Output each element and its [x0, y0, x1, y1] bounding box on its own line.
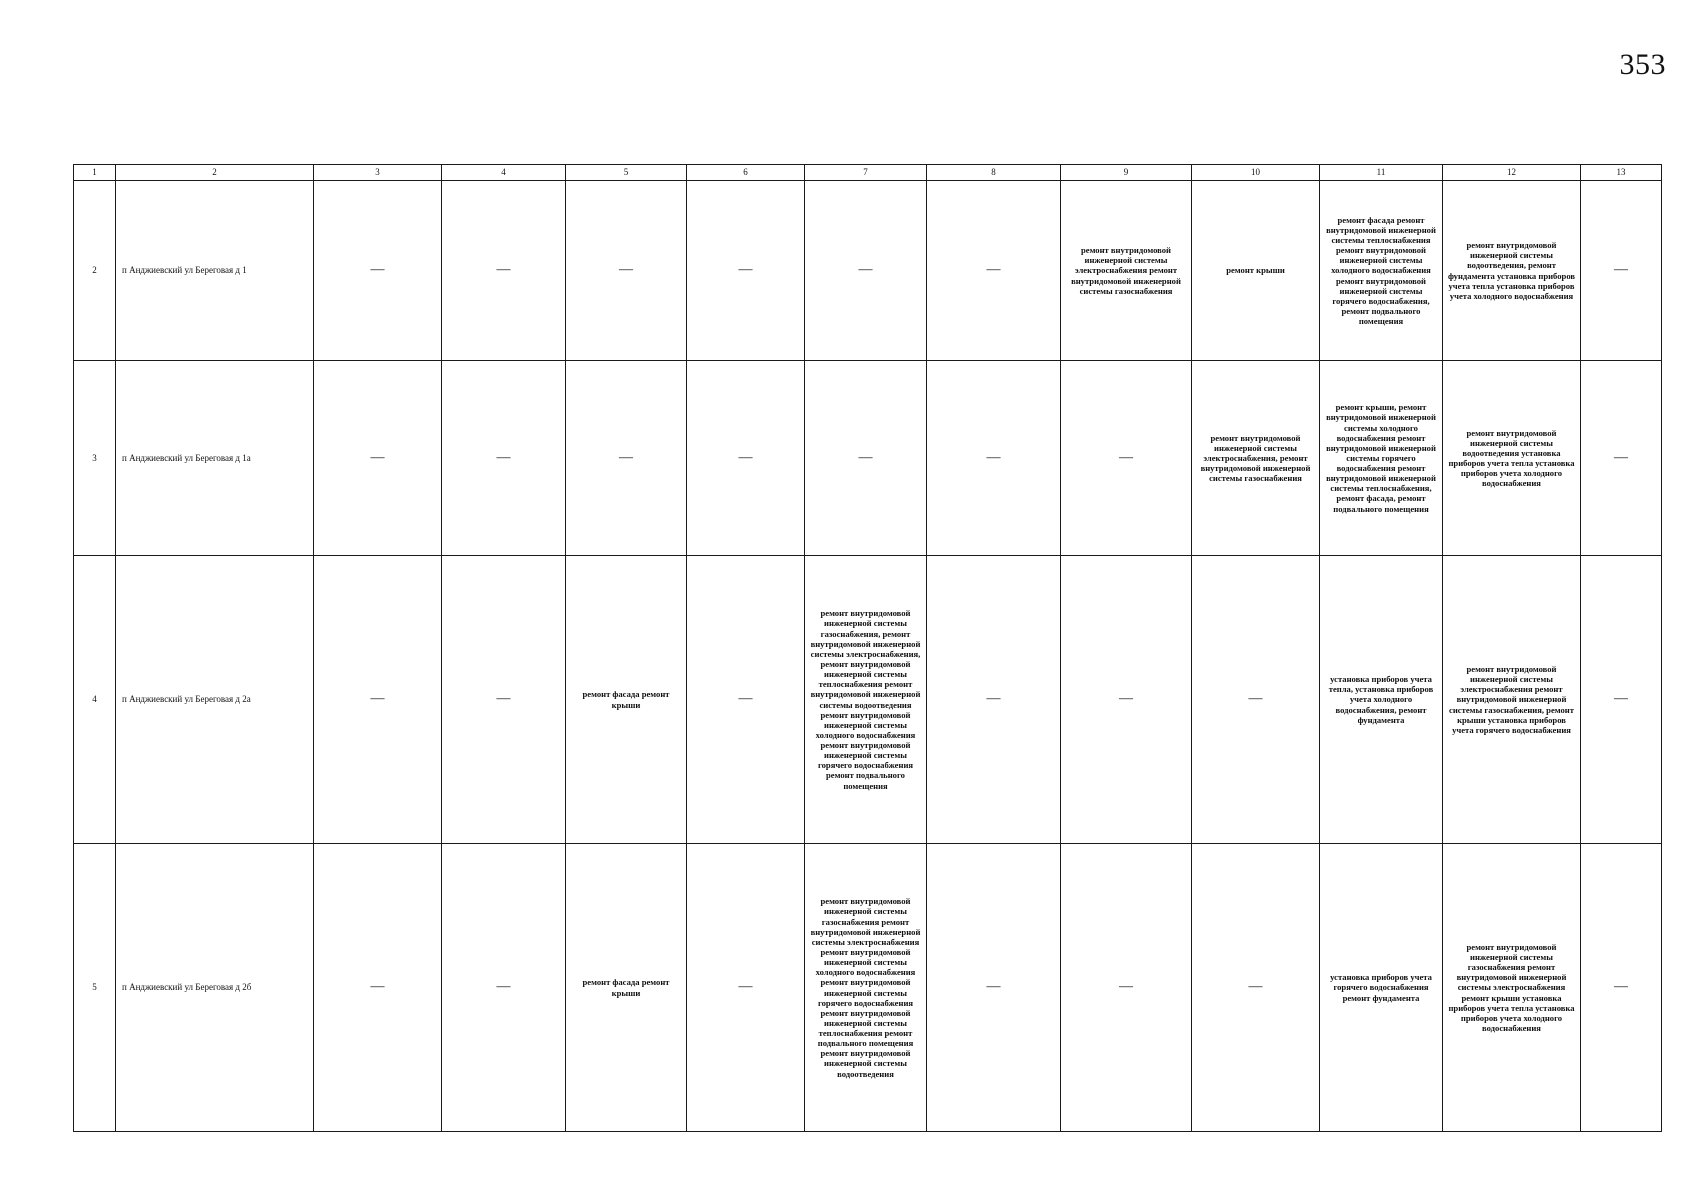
repair-plan-table	[73, 164, 1662, 1132]
empty-dash: —	[1581, 361, 1662, 556]
page-number: 353	[1619, 48, 1666, 81]
empty-dash: —	[314, 181, 442, 361]
empty-dash: —	[805, 361, 927, 556]
table-row	[74, 844, 1662, 1132]
work-cell: ремонт внутридомовой инженерной системы газоснабжения ремонт внутридомовой инженерной системы электроснабжения ремонт внутридомовой инженерной системы холодного водоснабжения ремонт внутридомовой инженерной системы горячего водоснабжения ремонт внутридомовой инженерной системы теплоснабжения ремонт подвального помещения ремонт внутридомовой инженерной системы водоотведения	[805, 844, 927, 1132]
table-row	[74, 556, 1662, 844]
empty-dash: —	[442, 556, 566, 844]
work-cell: ремонт фасада ремонт крыши	[566, 844, 687, 1132]
empty-dash: —	[687, 556, 805, 844]
empty-dash: —	[442, 361, 566, 556]
empty-dash: —	[927, 361, 1061, 556]
table-row	[74, 181, 1662, 361]
table-row	[74, 361, 1662, 556]
work-cell: ремонт фасада ремонт внутридомовой инженерной системы теплоснабжения ремонт внутридомовой инженерной системы холодного водоснабжения ремонт внутридомовой инженерной системы горячего водоснабжения, ремонт подвального помещения	[1320, 181, 1443, 361]
work-cell: установка приборов учета тепла, установка приборов учета холодного водоснабжения, ремонт фундамента	[1320, 556, 1443, 844]
header-col-4: 4	[442, 165, 566, 181]
address-cell: п Анджиевский ул Береговая д 1	[116, 181, 314, 361]
row-number: 4	[74, 556, 116, 844]
empty-dash: —	[687, 181, 805, 361]
header-col-5: 5	[566, 165, 687, 181]
empty-dash: —	[314, 844, 442, 1132]
work-cell: ремонт внутридомовой инженерной системы электроснабжения, ремонт внутридомовой инженерной системы газоснабжения	[1192, 361, 1320, 556]
empty-dash: —	[687, 844, 805, 1132]
header-col-1: 1	[74, 165, 116, 181]
row-number: 5	[74, 844, 116, 1132]
header-col-7: 7	[805, 165, 927, 181]
work-cell: установка приборов учета горячего водоснабжения ремонт фундамента	[1320, 844, 1443, 1132]
work-cell: ремонт крыши	[1192, 181, 1320, 361]
work-cell: ремонт внутридомовой инженерной системы газоснабжения, ремонт внутридомовой инженерной системы электроснабжения, ремонт внутридомовой инженерной системы теплоснабжения ремонт внутридомовой инженерной системы водоотведения ремонт внутридомовой инженерной системы холодного водоснабжения ремонт внутридомовой инженерной системы горячего водоснабжения ремонт подвального помещения	[805, 556, 927, 844]
row-number: 2	[74, 181, 116, 361]
header-col-2: 2	[116, 165, 314, 181]
work-cell: ремонт внутридомовой инженерной системы газоснабжения ремонт внутридомовой инженерной системы электроснабжения ремонт крыши установка приборов учета тепла установка приборов учета холодного водоснабжения	[1443, 844, 1581, 1132]
column-number-header	[74, 165, 1662, 181]
header-col-6: 6	[687, 165, 805, 181]
empty-dash: —	[314, 361, 442, 556]
header-col-12: 12	[1443, 165, 1581, 181]
address-cell: п Анджиевский ул Береговая д 1а	[116, 361, 314, 556]
empty-dash: —	[1061, 361, 1192, 556]
address-cell: п Анджиевский ул Береговая д 2б	[116, 844, 314, 1132]
empty-dash: —	[1061, 844, 1192, 1132]
empty-dash: —	[566, 361, 687, 556]
empty-dash: —	[1192, 556, 1320, 844]
work-cell: ремонт внутридомовой инженерной системы водоотведения, ремонт фундамента установка приборов учета тепла установка приборов учета холодного водоснабжения	[1443, 181, 1581, 361]
empty-dash: —	[442, 844, 566, 1132]
header-col-13: 13	[1581, 165, 1662, 181]
work-cell: ремонт крыши, ремонт внутридомовой инженерной системы холодного водоснабжения ремонт внутридомовой инженерной системы горячего водоснабжения ремонт внутридомовой инженерной системы теплоснабжения, ремонт фасада, ремонт подвального помещения	[1320, 361, 1443, 556]
empty-dash: —	[927, 844, 1061, 1132]
header-col-3: 3	[314, 165, 442, 181]
work-cell: ремонт внутридомовой инженерной системы электроснабжения ремонт внутридомовой инженерной системы газоснабжения, ремонт крыши установка приборов учета горячего водоснабжения	[1443, 556, 1581, 844]
empty-dash: —	[805, 181, 927, 361]
empty-dash: —	[314, 556, 442, 844]
empty-dash: —	[566, 181, 687, 361]
empty-dash: —	[1061, 556, 1192, 844]
empty-dash: —	[1581, 844, 1662, 1132]
empty-dash: —	[1192, 844, 1320, 1132]
empty-dash: —	[687, 361, 805, 556]
row-number: 3	[74, 361, 116, 556]
empty-dash: —	[927, 556, 1061, 844]
empty-dash: —	[1581, 556, 1662, 844]
empty-dash: —	[1581, 181, 1662, 361]
empty-dash: —	[442, 181, 566, 361]
header-col-8: 8	[927, 165, 1061, 181]
work-cell: ремонт внутридомовой инженерной системы электроснабжения ремонт внутридомовой инженерной системы газоснабжения	[1061, 181, 1192, 361]
work-cell: ремонт внутридомовой инженерной системы водоотведения установка приборов учета тепла установка приборов учета холодного водоснабжения	[1443, 361, 1581, 556]
address-cell: п Анджиевский ул Береговая д 2а	[116, 556, 314, 844]
header-col-10: 10	[1192, 165, 1320, 181]
empty-dash: —	[927, 181, 1061, 361]
header-col-11: 11	[1320, 165, 1443, 181]
work-cell: ремонт фасада ремонт крыши	[566, 556, 687, 844]
header-col-9: 9	[1061, 165, 1192, 181]
